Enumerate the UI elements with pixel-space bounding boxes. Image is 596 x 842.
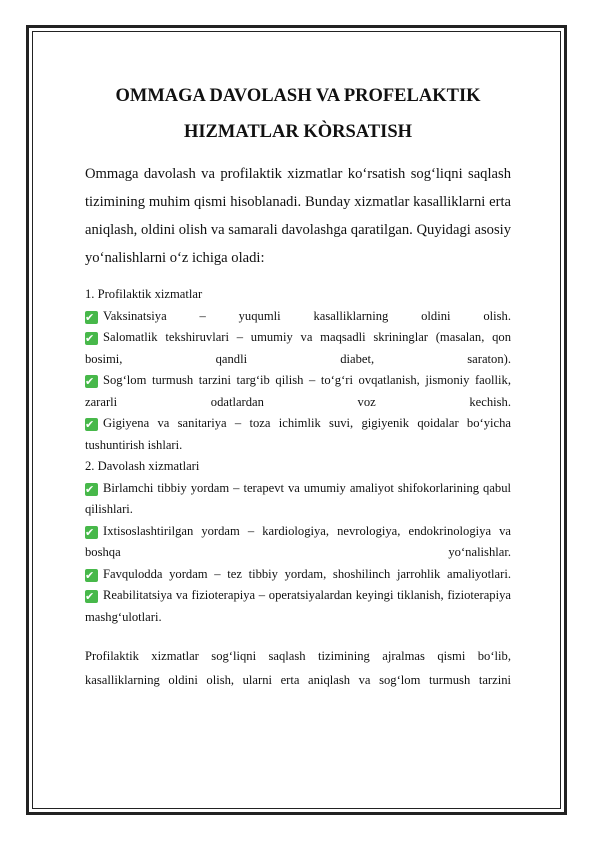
document-title	[85, 78, 511, 150]
check-mark-icon: ✔	[85, 590, 98, 603]
check-mark-icon: ✔	[85, 483, 98, 496]
list-item: ✔ Favqulodda yordam – tez tibbiy yordam, shoshilinch jarrohlik amaliyotlari.	[85, 566, 511, 582]
list-item: ✔ Reabilitatsiya va fizioterapiya – operatsiyalardan keyingi tiklanish, fizioterapiya mashg‘ulotlari.	[85, 588, 511, 624]
list-item: ✔ Ixtisoslashtirilgan yordam – kardiologiya, nevrologiya, endokrinologiya va boshqa yo‘nalishlar.	[85, 523, 511, 559]
title-line-2: HIZMATLAR KÒRSATISH	[183, 122, 413, 142]
list-item: ✔ Gigiyena va sanitariya – toza ichimlik suvi, gigiyenik qoidalar bo‘yicha tushuntirish ishlari.	[85, 416, 511, 452]
list-item: ✔ Birlamchi tibbiy yordam – terapevt va umumiy amaliyot shifokorlarining qabul qilishlari.	[85, 480, 511, 516]
paragraph-gap	[85, 628, 511, 644]
list-item: ✔ Vaksinatsiya – yuqumli kasalliklarning oldini olish.	[85, 308, 511, 324]
check-mark-icon: ✔	[85, 418, 98, 431]
title-line-1: OMMAGA DAVOLASH VA PROFELAKTIK	[115, 86, 481, 106]
closing-paragraph: Profilaktik xizmatlar sog‘liqni saqlash tizimining ajralmas qismi bo‘lib, kasalliklarning oldini olish, ularni erta aniqlash va sog‘lom turmush tarzini	[85, 649, 511, 687]
check-mark-icon: ✔	[85, 569, 98, 582]
check-mark-icon: ✔	[85, 332, 98, 345]
list-item: ✔ Sog‘lom turmush tarzini targ‘ib qilish – to‘g‘ri ovqatlanish, jismoniy faollik, zararli odatlardan voz kechish.	[85, 373, 511, 409]
check-mark-icon: ✔	[85, 375, 98, 388]
check-mark-icon: ✔	[85, 311, 98, 324]
intro-paragraph: Ommaga davolash va profilaktik xizmatlar ko‘rsatish sog‘liqni saqlash tizimining muhim qismi hisoblanadi. Bunday xizmatlar kasalliklarni erta aniqlash, oldini olish va samarali davolashga qaratilgan. Quyidagi asosiy yo‘nalishlarni o‘z ichiga oladi:	[85, 166, 511, 266]
document-body	[85, 78, 511, 692]
list-item: ✔ Salomatlik tekshiruvlari – umumiy va maqsadli skrininglar (masalan, qon bosimi, qandli diabet, saraton).	[85, 330, 511, 366]
section-heading-treatment: 2. Davolash xizmatlari	[85, 459, 200, 473]
section-heading-preventive: 1. Profilaktik xizmatlar	[85, 287, 203, 301]
check-mark-icon: ✔	[85, 526, 98, 539]
